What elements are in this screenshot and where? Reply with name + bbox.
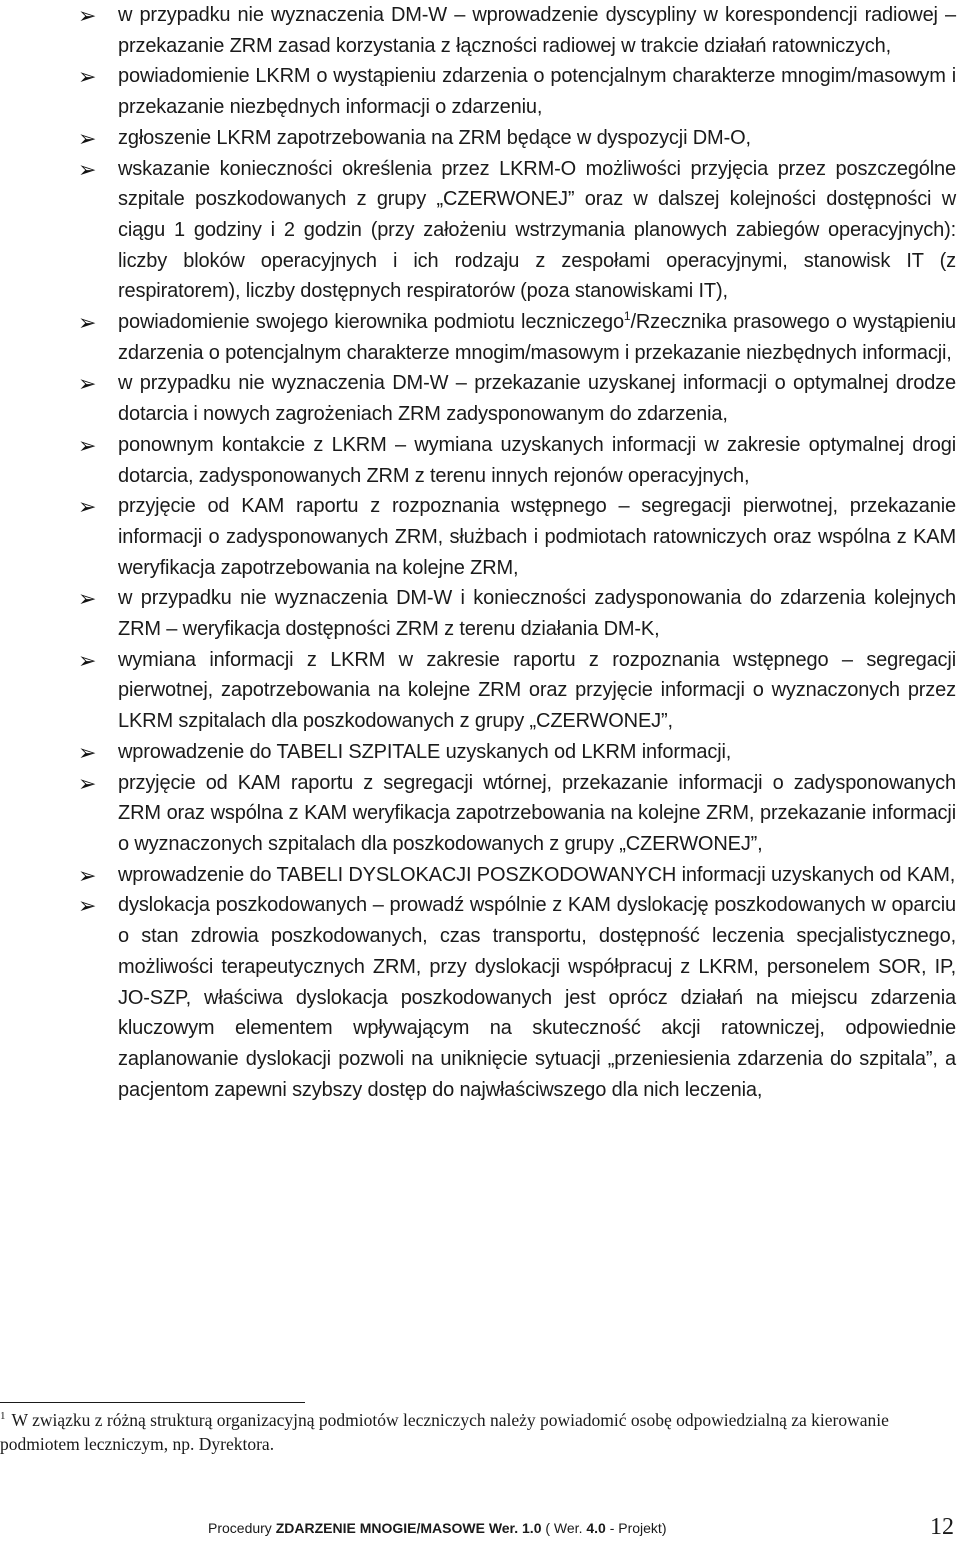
list-item: ➢ zgłoszenie LKRM zapotrzebowania na ZRM będące w dyspozycji DM-O,	[78, 125, 751, 151]
arrow-bullet-icon: ➢	[78, 156, 97, 182]
arrow-bullet-icon: ➢	[78, 862, 97, 888]
arrow-bullet-icon: ➢	[78, 739, 97, 765]
list-item: ➢ wprowadzenie do TABELI DYSLOKACJI POSZKODOWANYCH informacji uzyskanych od KAM,	[78, 862, 956, 888]
list-item: ➢ w przypadku nie wyznaczenia DM-W – wprowadzenie dyscypliny w korespondencji radiowej – przekazanie ZRM zasad korzystania z łączności radiowej w trakcie działań ratowniczych,	[78, 3, 956, 57]
list-item: ➢ wskazanie konieczności określenia przez LKRM-O możliwości przyjęcia przez poszczególne szpitale poszkodowanych z grupy „CZERWONEJ” oraz w dalszej kolejności dostępności w ciągu 1 godziny i 2 godzin (przy założeniu wstrzymania planowych zabiegów operacyjnych): liczby bloków operacyjnych i ich rodzaju z zespołami operacyjnymi, stanowisk IT (z respiratorem), liczby dostępnych respiratorów (poza stanowiskami IT),	[78, 156, 956, 303]
arrow-bullet-icon: ➢	[78, 586, 97, 612]
arrow-bullet-icon: ➢	[78, 371, 97, 397]
list-item: ➢ powiadomienie LKRM o wystąpieniu zdarzenia o potencjalnym charakterze mnogim/masowym i przekazanie niezbędnych informacji o zdarzeniu,	[78, 64, 956, 119]
footnote	[0, 1408, 958, 1456]
arrow-bullet-icon: ➢	[78, 125, 97, 151]
arrow-bullet-icon: ➢	[78, 3, 97, 28]
list-item: ➢ wprowadzenie do TABELI SZPITALE uzyskanych od LKRM informacji,	[78, 739, 732, 765]
arrow-bullet-icon: ➢	[78, 647, 97, 673]
page-footer: Procedury ZDARZENIE MNOGIE/MASOWE Wer. 1.0 ( Wer. 4.0 - Projekt)	[208, 1520, 667, 1536]
list-item: ➢ wymiana informacji z LKRM w zakresie raportu z rozpoznania wstępnego – segregacji pierwotnej, zapotrzebowania na kolejne ZRM oraz przyjęcie informacji o wyznaczonych przez LKRM szpitalach dla poszkodowanych z grupy „CZERWONEJ”,	[78, 647, 956, 733]
arrow-bullet-icon: ➢	[78, 310, 97, 336]
arrow-bullet-icon: ➢	[78, 64, 97, 90]
list-item: ➢ ponownym kontakcie z LKRM – wymiana uzyskanych informacji w zakresie optymalnej drogi dotarcia, zadysponowanych ZRM z terenu innych rejonów operacyjnych,	[78, 432, 956, 487]
list-item: ➢ przyjęcie od KAM raportu z rozpoznania wstępnego – segregacji pierwotnej, przekazanie informacji o zadysponowanych ZRM, służbach i podmiotach ratowniczych oraz wspólna z KAM weryfikacja zapotrzebowania na kolejne ZRM,	[78, 494, 956, 579]
arrow-bullet-icon: ➢	[78, 770, 97, 796]
footnote-text: W związku z różną strukturą organizacyjną podmiotów leczniczych należy powiadomić osobę odpowiedzialną za kierowanie podmiotem leczniczym, np. Dyrektora.	[0, 1410, 889, 1454]
list-item: ➢ przyjęcie od KAM raportu z segregacji wtórnej, przekazanie informacji o zadysponowanych ZRM oraz wspólna z KAM weryfikacja zapotrzebowania na kolejne ZRM, przekazanie informacji o wyznaczonych szpitalach dla poszkodowanych z grupy „CZERWONEJ”,	[78, 770, 956, 855]
list-item: ➢ powiadomienie swojego kierownika podmiotu leczniczego$^1$/Rzecznika prasowego o wystąpieniu zdarzenia o potencjalnym charakterze mnogim/masowym i przekazanie niezbędnych informacji,	[78, 309, 956, 364]
list-item: ➢ w przypadku nie wyznaczenia DM-W i konieczności zadysponowania do zdarzenia kolejnych ZRM – weryfikacja dostępności ZRM z terenu działania DM-K,	[78, 586, 956, 641]
page-number: 12	[930, 1514, 954, 1540]
list-item: ➢ dyslokacja poszkodowanych – prowadź wspólnie z KAM dyslokację poszkodowanych w oparciu o stan zdrowia poszkodowanych, czas transportu, dostępność leczenia specjalistycznego, możliwości terapeutycznych ZRM, przy dyslokacji współpracuj z LKRM, personelem SOR, IP, JO-SZP, właściwa dyslokacja poszkodowanych jest oprócz działań na miejscu zdarzenia kluczowym elementem wpływającym na skuteczność akcji ratowniczej, odpowiednie zaplanowanie dyslokacji pozwoli na uniknięcie sytuacji „przeniesienia zdarzenia do szpitala”, a pacjentom zapewni szybszy dostęp do najwłaściwszego dla nich leczenia,	[78, 893, 956, 1101]
footnote-mark: 1	[0, 1410, 6, 1422]
footnote-separator	[0, 1402, 305, 1403]
footnote-reference[interactable]: 1	[623, 309, 631, 324]
arrow-bullet-icon: ➢	[78, 494, 97, 520]
list-item: ➢ w przypadku nie wyznaczenia DM-W – przekazanie uzyskanej informacji o optymalnej drodze dotarcia i nowych zagrożeniach ZRM zadysponowanym do zdarzenia,	[78, 371, 956, 426]
arrow-bullet-icon: ➢	[78, 432, 97, 458]
arrow-bullet-icon: ➢	[78, 893, 97, 919]
